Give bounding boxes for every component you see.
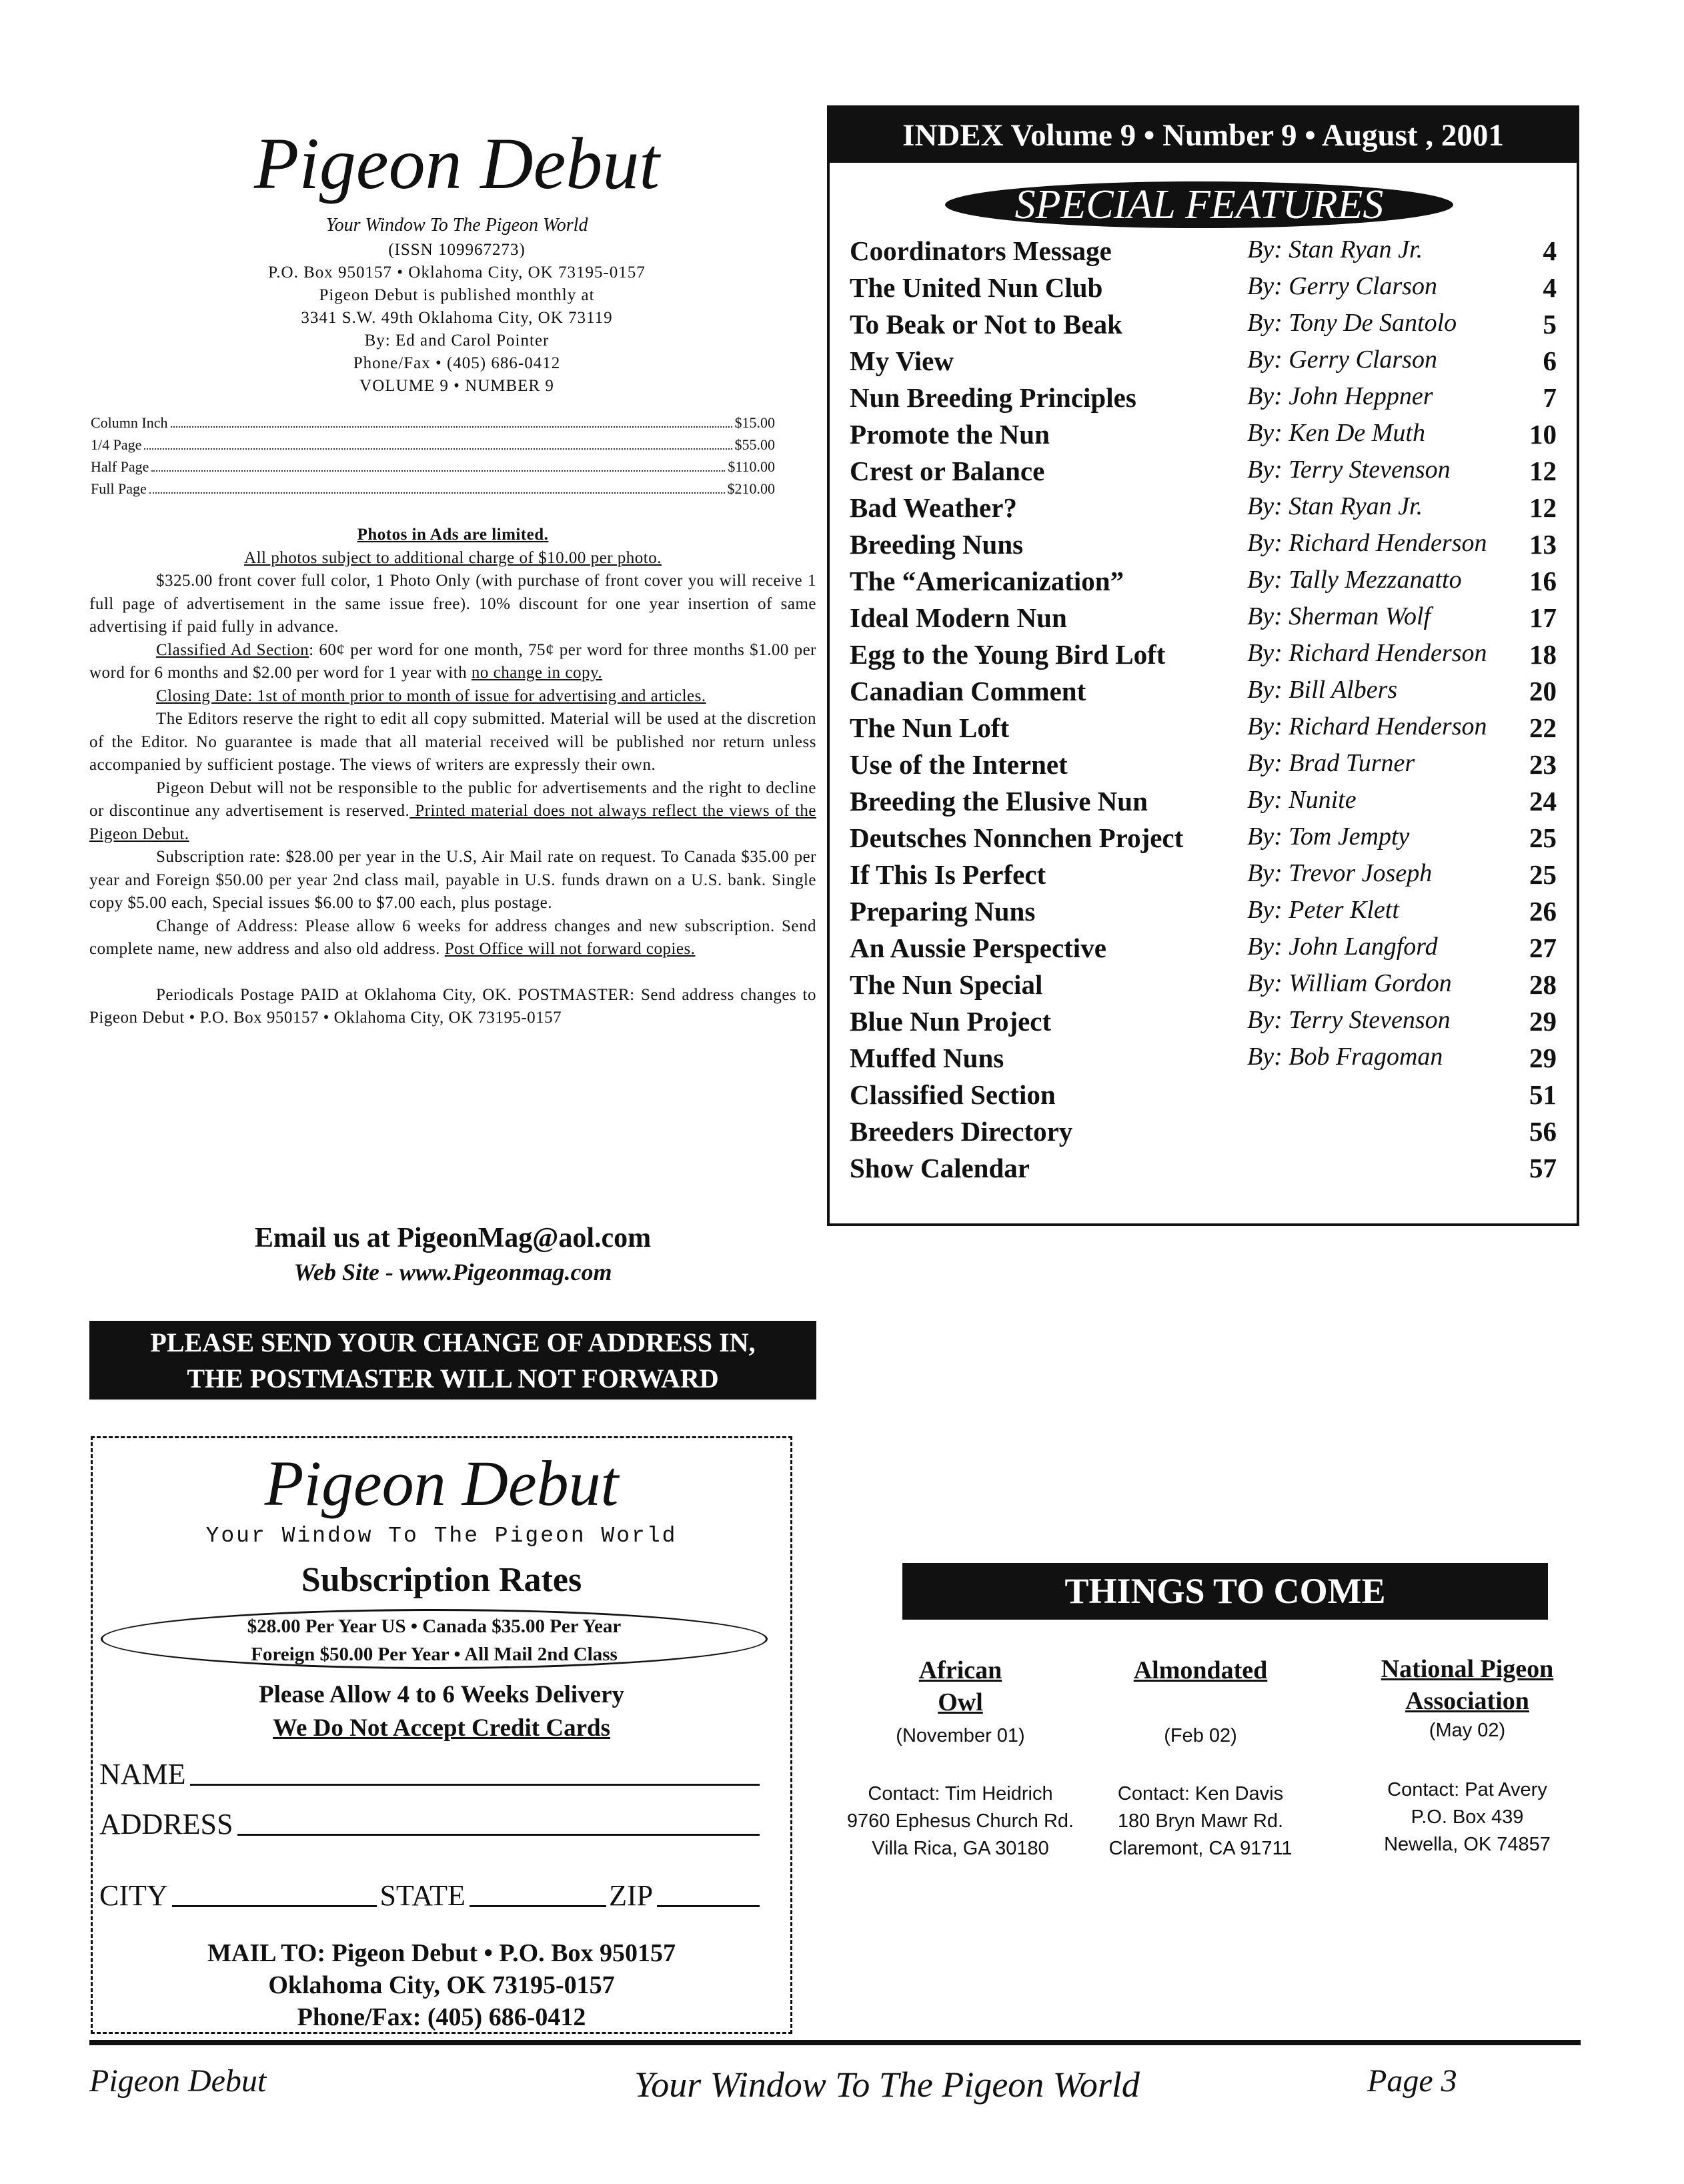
index-item-author: By: Terry Stevenson (1247, 456, 1451, 484)
event-name: African (918, 1656, 1002, 1684)
index-item-page: 25 (1529, 859, 1557, 890)
rate-row (91, 478, 775, 500)
index-item-title: The “Americanization” (850, 566, 1124, 596)
index-item-author: By: Ken De Muth (1247, 419, 1425, 447)
index-item-author: By: Gerry Clarson (1247, 346, 1437, 374)
contact-line: Contact: Tim Heidrich (868, 1783, 1053, 1804)
contact-line: Contact: Pat Avery (1387, 1779, 1547, 1800)
coupon-header (93, 1448, 790, 1600)
contact-line: Claremont, CA 91711 (1108, 1838, 1293, 1859)
rate-label: 1/4 Page (91, 436, 142, 453)
oval-line-1: $28.00 Per Year US • Canada $35.00 Per Year (247, 1616, 622, 1637)
coupon-title: Pigeon Debut (264, 1448, 619, 1519)
index-item-page: 22 (1529, 712, 1557, 743)
index-item-title: Muffed Nuns (850, 1043, 1004, 1073)
index-item-title: Ideal Modern Nun (850, 602, 1067, 633)
index-item-title: Promote the Nun (850, 419, 1050, 450)
index-item-page: 56 (1529, 1116, 1557, 1147)
event-contact (1327, 1776, 1607, 1858)
responsibility-paragraph (89, 777, 816, 847)
rate-row (91, 412, 775, 434)
index-item (850, 308, 1557, 345)
website-line: Web Site - www.Pigeonmag.com (293, 1259, 612, 1285)
contact-line: Contact: Ken Davis (1117, 1783, 1284, 1804)
index-item-page: 6 (1543, 346, 1557, 376)
index-item-title: Crest or Balance (850, 456, 1045, 486)
index-item (850, 895, 1557, 932)
mailing-address: P.O. Box 950157 • Oklahoma City, OK 73195-0157 (268, 263, 646, 282)
index-item-title: Preparing Nuns (850, 896, 1036, 927)
footer-publication: Pigeon Debut (89, 2063, 267, 2099)
classified-no-change: no change in copy. (471, 664, 603, 682)
index-item-title: Bad Weather? (850, 492, 1017, 523)
index-item-page: 18 (1529, 639, 1557, 670)
footer-page-number: Page 3 (1367, 2063, 1457, 2099)
index-item (850, 528, 1557, 565)
editors-line: By: Ed and Carol Pointer (364, 332, 550, 350)
classified-label: Classified Ad Section (156, 640, 309, 659)
index-item-title: Nun Breeding Principles (850, 382, 1136, 413)
index-item-author: By: Bill Albers (1247, 676, 1398, 704)
delivery-note: Please Allow 4 to 6 Weeks Delivery (258, 1681, 625, 1708)
mail-line-3: Phone/Fax: (405) 686-0412 (297, 2003, 586, 2031)
index-item-title: To Beak or Not to Beak (850, 309, 1122, 340)
contact-line: P.O. Box 439 (1411, 1806, 1524, 1828)
event-contact (827, 1780, 1094, 1862)
index-item-author: By: Peter Klett (1247, 896, 1399, 924)
index-box (827, 105, 1579, 1226)
index-item-author: By: Terry Stevenson (1247, 1006, 1451, 1034)
office-address: 3341 S.W. 49th Oklahoma City, OK 73119 (301, 309, 613, 327)
index-item-author: By: Richard Henderson (1247, 529, 1487, 557)
index-item-title: My View (850, 346, 954, 376)
index-item-page: 7 (1543, 382, 1557, 413)
event-name: National Pigeon (1381, 1655, 1554, 1683)
index-list (850, 235, 1557, 1189)
classified-text: : 60¢ per word for one month, 75¢ per word for three months $1.00 per word for 6 months and $2.00 per word for 1 year with (89, 640, 816, 682)
index-item (850, 1005, 1557, 1042)
subscription-coupon (91, 1436, 792, 2034)
index-item-author: By: Tom Jempty (1247, 823, 1410, 851)
index-item-author: By: Stan Ryan Jr. (1247, 492, 1423, 520)
rate-label: Half Page (91, 458, 149, 475)
rate-price: $110.00 (728, 458, 775, 475)
periodicals-paragraph: Periodicals Postage PAID at Oklahoma City, OK. POSTMASTER: Send address changes to Pigeon Debut • P.O. Box 950157 • Oklahoma City, OK 73195-0157 (89, 985, 816, 1027)
rate-price: $15.00 (734, 414, 775, 431)
closing-date: Closing Date: 1st of month prior to month of issue for advertising and articles. (156, 686, 706, 705)
name-label: NAME (99, 1758, 186, 1790)
photos-heading: Photos in Ads are limited. (357, 526, 549, 544)
footer-tagline: Your Window To The Pigeon World (634, 2065, 1140, 2105)
index-item (850, 271, 1557, 308)
index-item-title: The Nun Special (850, 969, 1043, 1000)
index-item-title: Breeding the Elusive Nun (850, 786, 1148, 816)
event-name: Association (1405, 1687, 1529, 1715)
index-item-author: By: Sherman Wolf (1247, 602, 1431, 630)
oval-line-2: Foreign $50.00 Per Year • All Mail 2nd Class (251, 1644, 618, 1665)
cover-paragraph: $325.00 front cover full color, 1 Photo Only (with purchase of front cover you will receive 1 full page of advertisement in the same issue free). 10% discount for one year insertion of same advertising if paid fully in advance. (89, 572, 816, 636)
index-item (850, 382, 1557, 418)
index-item-title: Breeders Directory (850, 1116, 1073, 1147)
index-item-title: An Aussie Perspective (850, 933, 1106, 963)
rate-label: Column Inch (91, 414, 168, 431)
index-item (850, 1152, 1557, 1189)
index-item (850, 638, 1557, 675)
index-item-page: 29 (1529, 1006, 1557, 1037)
index-item (850, 235, 1557, 271)
masthead-title: Pigeon Debut (254, 123, 660, 204)
change-address-notice (89, 1321, 816, 1400)
index-item-page: 10 (1529, 419, 1557, 450)
index-item-author: By: Bob Fragoman (1247, 1043, 1443, 1071)
index-item-author: By: Brad Turner (1247, 749, 1415, 777)
index-item-page: 25 (1529, 823, 1557, 853)
publication-info (93, 239, 820, 398)
index-item (850, 859, 1557, 895)
index-item-page: 57 (1529, 1153, 1557, 1183)
volume-line: VOLUME 9 • NUMBER 9 (359, 377, 554, 395)
event-name: Almondated (1133, 1656, 1268, 1684)
zip-input-line[interactable] (657, 1905, 760, 1907)
index-item (850, 1115, 1557, 1152)
index-item-page: 5 (1543, 309, 1557, 340)
address-input-line[interactable] (237, 1834, 760, 1836)
index-item-page: 24 (1529, 786, 1557, 816)
index-item-title: Canadian Comment (850, 676, 1086, 706)
coupon-tagline: Your Window To The Pigeon World (205, 1524, 678, 1548)
editors-paragraph: The Editors reserve the right to edit all copy submitted. Material will be used at the discretion of the Editor. No guarantee is made that all material received will be published nor return unless accompanied by sufficient postage. The views of writers are expressly their own. (89, 710, 816, 774)
no-credit-note: We Do Not Accept Credit Cards (273, 1714, 610, 1742)
published-note: Pigeon Debut is published monthly at (319, 286, 595, 304)
index-item-title: If This Is Perfect (850, 859, 1046, 890)
contact-line: Villa Rica, GA 30180 (872, 1838, 1049, 1859)
responsibility-text: Pigeon Debut will not be responsible to the public for advertisements and the right to decline or discontinue any advertisement is reserved. (89, 778, 816, 820)
index-item (850, 418, 1557, 455)
index-item (850, 785, 1557, 822)
index-item-page: 12 (1529, 492, 1557, 523)
index-item-author: By: Richard Henderson (1247, 712, 1487, 740)
rate-row (91, 456, 775, 478)
mail-to-block (93, 1937, 790, 2033)
rate-price: $210.00 (727, 480, 775, 497)
index-item (850, 455, 1557, 492)
issn: (ISSN 109967273) (388, 241, 526, 259)
notice-line-1: PLEASE SEND YOUR CHANGE OF ADDRESS IN, (150, 1327, 756, 1357)
address-label: ADDRESS (99, 1808, 233, 1840)
special-features-banner: SPECIAL FEATURES (945, 181, 1453, 228)
index-item-title: Deutsches Nonnchen Project (850, 823, 1184, 853)
contact-line: Newella, OK 74857 (1384, 1834, 1551, 1855)
event-national-pigeon-association (1327, 1653, 1607, 1858)
index-item (850, 565, 1557, 602)
things-to-come-header: THINGS TO COME (902, 1563, 1548, 1620)
address-field[interactable] (99, 1807, 760, 1841)
index-item-page: 16 (1529, 566, 1557, 596)
index-item (850, 675, 1557, 712)
event-date: (November 01) (896, 1725, 1025, 1746)
index-item-author: By: Nunite (1247, 786, 1357, 814)
state-input-line[interactable] (470, 1905, 606, 1907)
index-item (850, 345, 1557, 382)
printed-views-text: Printed material does not always reflect the views of the Pigeon Debut. (89, 802, 817, 843)
mail-line-1: MAIL TO: Pigeon Debut • P.O. Box 950157 (207, 1939, 676, 1967)
coupon-heading: Subscription Rates (301, 1561, 582, 1599)
rate-price: $55.00 (734, 436, 775, 453)
index-item-page: 17 (1529, 602, 1557, 633)
index-item-page: 28 (1529, 969, 1557, 1000)
index-item-title: The Nun Loft (850, 712, 1010, 743)
index-item-title: Classified Section (850, 1079, 1056, 1110)
index-item-author: By: Tally Mezzanatto (1247, 566, 1462, 594)
dot-leader (149, 492, 725, 494)
change-address-text: Change of Address: Please allow 6 weeks for address changes and new subscription. Send complete name, new address and also old address. (89, 917, 816, 958)
zip-label: ZIP (609, 1879, 654, 1912)
contact-block (89, 1222, 816, 1286)
name-field[interactable] (99, 1757, 760, 1791)
name-input-line[interactable] (190, 1784, 760, 1786)
index-item-author: By: Tony De Santolo (1247, 309, 1457, 337)
index-item-page: 20 (1529, 676, 1557, 706)
dot-leader (151, 470, 725, 472)
index-item-title: Coordinators Message (850, 235, 1112, 266)
event-date: (May 02) (1429, 1720, 1506, 1741)
event-date: (Feb 02) (1164, 1725, 1237, 1746)
classified-paragraph (89, 639, 816, 685)
index-item-author: By: John Heppner (1247, 382, 1433, 410)
index-item-title: Egg to the Young Bird Loft (850, 639, 1166, 670)
index-item-author: By: Gerry Clarson (1247, 272, 1437, 300)
index-item (850, 712, 1557, 748)
index-item (850, 932, 1557, 969)
index-item (850, 969, 1557, 1005)
index-item-title: Show Calendar (850, 1153, 1030, 1183)
city-state-zip-field[interactable] (99, 1878, 760, 1913)
event-contact (1067, 1780, 1334, 1862)
notice-line-2: THE POSTMASTER WILL NOT FORWARD (187, 1363, 719, 1394)
index-item-author: By: John Langford (1247, 933, 1438, 961)
index-item (850, 1042, 1557, 1079)
index-item-title: Use of the Internet (850, 749, 1068, 780)
index-item-title: Breeding Nuns (850, 529, 1024, 560)
index-item-author: By: William Gordon (1247, 969, 1452, 997)
city-label: CITY (99, 1879, 168, 1912)
event-name: Owl (938, 1688, 983, 1716)
mail-line-2: Oklahoma City, OK 73195-0157 (268, 1971, 615, 1999)
state-label: STATE (379, 1879, 466, 1912)
contact-line: 180 Bryn Mawr Rd. (1117, 1810, 1284, 1832)
email-line: Email us at PigeonMag@aol.com (254, 1223, 652, 1253)
index-item-author: By: Trevor Joseph (1247, 859, 1433, 887)
dot-leader (171, 426, 732, 428)
event-almondated (1067, 1654, 1334, 1862)
index-item-page: 13 (1529, 529, 1557, 560)
no-forward-text: Post Office will not forward copies. (444, 940, 696, 958)
index-item-author: By: Stan Ryan Jr. (1247, 235, 1423, 263)
index-item (850, 822, 1557, 859)
change-address-paragraph (89, 915, 816, 961)
ad-rates-list (91, 412, 775, 500)
index-item-title: Blue Nun Project (850, 1006, 1052, 1037)
index-item-title: The United Nun Club (850, 272, 1103, 303)
contact-line: 9760 Ephesus Church Rd. (846, 1810, 1074, 1832)
index-item-author: By: Richard Henderson (1247, 639, 1487, 667)
index-item-page: 27 (1529, 933, 1557, 963)
footer-rule (89, 2040, 1581, 2045)
policy-text (89, 524, 816, 1030)
rates-oval (101, 1609, 768, 1669)
index-item (850, 602, 1557, 638)
index-item-page: 23 (1529, 749, 1557, 780)
phone-line: Phone/Fax • (405) 686-0412 (353, 354, 561, 372)
masthead-tagline: Your Window To The Pigeon World (325, 215, 588, 235)
dot-leader (144, 448, 732, 450)
masthead (93, 123, 820, 398)
index-item-page: 51 (1529, 1079, 1557, 1110)
index-header: INDEX Volume 9 • Number 9 • August , 2001 (830, 108, 1577, 163)
subscription-paragraph: Subscription rate: $28.00 per year in the U.S, Air Mail rate on request. To Canada $35.00 per year and Foreign $50.00 per year 2nd class mail, payable in U.S. funds drawn on a U.S. bank. Single copy $5.00 each, Special issues $6.00 to $7.00 each, plus postage. (89, 848, 816, 912)
delivery-block (93, 1678, 790, 1745)
index-item-page: 26 (1529, 896, 1557, 927)
city-input-line[interactable] (172, 1905, 377, 1907)
event-african-owl (827, 1654, 1094, 1862)
rate-row (91, 434, 775, 456)
rate-label: Full Page (91, 480, 147, 497)
index-item (850, 748, 1557, 785)
index-item-page: 12 (1529, 456, 1557, 486)
index-item-page: 4 (1543, 272, 1557, 303)
index-item-page: 4 (1543, 235, 1557, 266)
index-item (850, 492, 1557, 528)
index-item (850, 1079, 1557, 1115)
photos-charge: All photos subject to additional charge of $10.00 per photo. (244, 548, 662, 567)
index-item-page: 29 (1529, 1043, 1557, 1073)
